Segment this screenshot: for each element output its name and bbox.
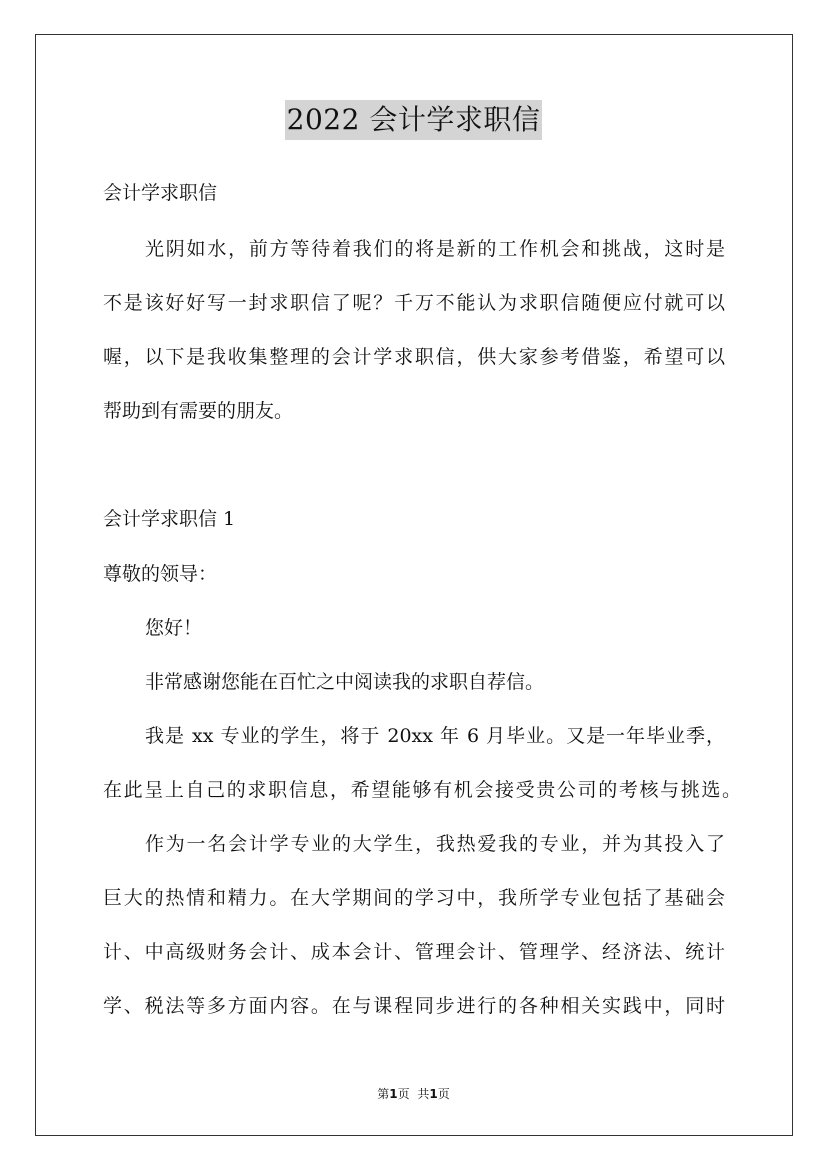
footer-total-suffix: 页 <box>437 1087 450 1101</box>
document-title: 2022 会计学求职信 <box>285 100 543 140</box>
page-footer <box>0 1085 827 1102</box>
section-heading: 会计学求职信 1 <box>103 508 236 530</box>
paragraph-line: 在此呈上自己的求职信息，希望能够有机会接受贵公司的考核与挑选。 <box>103 779 741 801</box>
paragraph-line: 不是该好好写一封求职信了呢？千万不能认为求职信随便应付就可以 <box>103 292 725 314</box>
paragraph-line: 巨大的热情和精力。在大学期间的学习中，我所学专业包括了基础会 <box>103 887 725 909</box>
paragraph-line: 学、税法等多方面内容。在与课程同步进行的各种相关实践中，同时 <box>103 995 725 1017</box>
paragraph-line: 光阴如水，前方等待着我们的将是新的工作机会和挑战，这时是 <box>145 238 725 260</box>
footer-total-prefix: 共 <box>417 1087 430 1101</box>
paragraph-line: 非常感谢您能在百忙之中阅读我的求职自荐信。 <box>145 671 545 693</box>
footer-page-suffix: 页 <box>397 1087 410 1101</box>
footer-prefix: 第 <box>377 1087 390 1101</box>
paragraph-line: 作为一名会计学专业的大学生，我热爱我的专业，并为其投入了 <box>145 833 725 855</box>
footer-total-pages: 1 <box>429 1087 438 1101</box>
subtitle: 会计学求职信 <box>103 182 218 204</box>
paragraph-line: 计、中高级财务会计、成本会计、管理会计、管理学、经济法、统计 <box>103 941 725 963</box>
paragraph-line: 帮助到有需要的朋友。 <box>103 400 294 422</box>
greeting: 您好！ <box>145 617 203 639</box>
title-wrap <box>0 100 827 140</box>
paragraph-line: 喔，以下是我收集整理的会计学求职信，供大家参考借鉴，希望可以 <box>103 346 725 368</box>
footer-page-number: 1 <box>389 1087 398 1101</box>
salutation: 尊敬的领导： <box>103 563 218 585</box>
paragraph-line: 我是 xx 专业的学生，将于 20xx 年 6 月毕业。又是一年毕业季， <box>145 725 725 747</box>
